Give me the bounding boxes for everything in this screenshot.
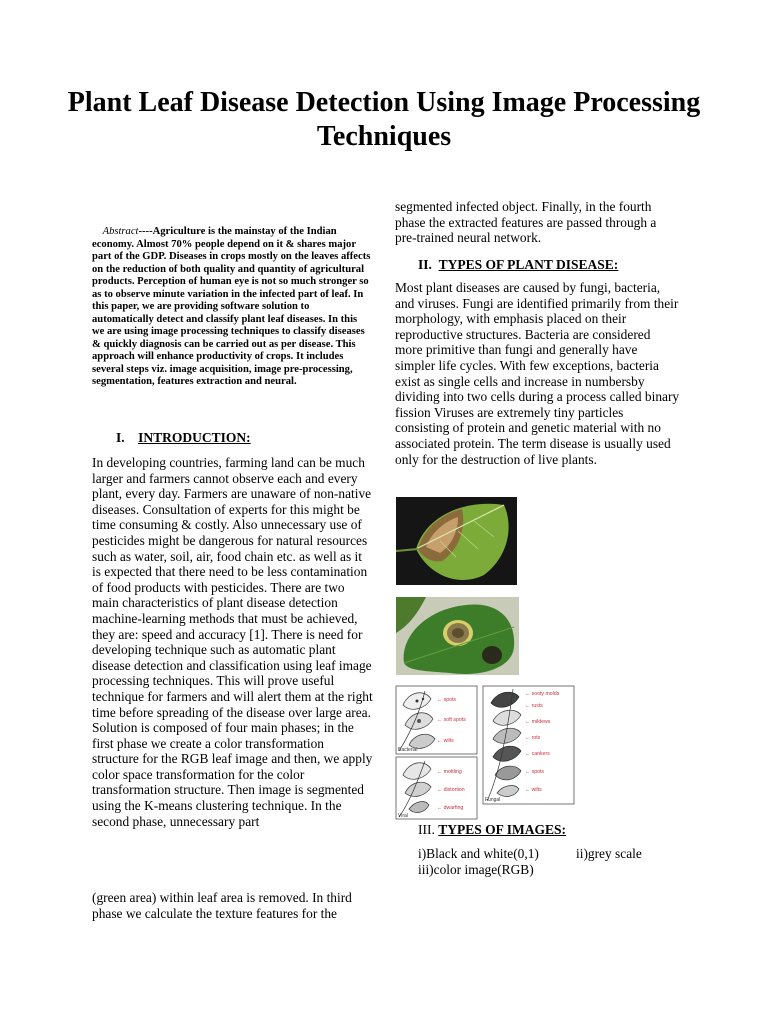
image-types-line-1 xyxy=(418,846,718,862)
abstract-label: Abstract xyxy=(102,226,139,237)
panel-label: Viral xyxy=(398,813,408,819)
images-number: III. xyxy=(418,822,435,837)
plant-disease-number: II. xyxy=(418,257,432,272)
panel-label: Bacterial xyxy=(398,747,418,753)
bacterial-symptom-label: ← soft spots xyxy=(437,717,466,723)
images-title: TYPES OF IMAGES: xyxy=(438,822,567,837)
image-type-color: iii)color image(RGB) xyxy=(418,862,534,877)
bacterial-symptom-label: ← wilts xyxy=(437,738,454,744)
viral-panel xyxy=(396,757,477,819)
image-type-grey: ii)grey scale xyxy=(576,846,642,861)
abstract-text: ----Agriculture is the mainstay of the Indian economy. Almost 70% people depend on it & shares major part of the GDP. Diseases in crops mostly on the leaves affects on the reduction of both quality and quantity of agricultural products. Perception of human eye is not so much stronger so as to observe minute variation in the infected part of leaf. In this paper, we are providing software solution to automatically detect and classify plant leaf diseases. In this we are using image processing techniques to classify diseases & quickly diagnosis can be carried out as per disease. This approach will enhance productivity of crops. It includes several steps viz. image acquisition, image pre-processing, segmentation, features extraction and neural. xyxy=(92,226,371,387)
abstract-paragraph xyxy=(92,226,372,389)
images-heading xyxy=(418,821,566,839)
fungal-symptom-label: ← sooty molds xyxy=(525,691,560,697)
panel-label: Fungal xyxy=(485,797,501,803)
introduction-paragraph: In developing countries, farming land can be much larger and farmers cannot observe each and every plant, every day. Farmers are unaware of non-native diseases. Consultation of experts for this might be time consuming & costly. Also unnecessary use of pesticides might be dangerous for natural resources such as water, soil, air, food chain etc. as well as it is expected that there need to be less contamination of food products with pesticides. There are two main characteristics of plant disease detection machine-learning methods that must be achieved, they are: speed and accuracy [1]. There is need for developing technique such as automatic plant disease detection and classification using leaf image processing techniques. This will prove useful technique for farmers and will alert them at the right time before spreading of the disease over large area. Solution is composed of four main phases; in the first phase we create a color transformation structure for the RGB leaf image and then, we apply color space transformation for the color transformation structure. Then image is segmented using the K-means clustering technique. In the second phase, unnecessary part xyxy=(92,455,373,829)
disease-symptom-diagram xyxy=(395,685,576,820)
plant-disease-heading xyxy=(418,256,618,274)
plant-disease-title: TYPES OF PLANT DISEASE: xyxy=(438,257,619,272)
bacterial-symptom-label: ← spots xyxy=(437,697,457,703)
introduction-number: I. xyxy=(116,430,125,445)
methodology-continuation: segmented infected object. Finally, in the fourth phase the extracted features are passed through a pre-trained neural network. xyxy=(395,199,657,246)
diseased-leaf-photo-1 xyxy=(396,497,517,585)
viral-symptom-label: ← distortion xyxy=(437,787,465,793)
fungal-symptom-label: ← mildews xyxy=(525,719,551,725)
introduction-title: INTRODUCTION: xyxy=(138,430,251,445)
introduction-heading xyxy=(116,429,251,447)
fungal-symptom-label: ← rusts xyxy=(525,703,543,709)
plant-disease-paragraph: Most plant diseases are caused by fungi, bacteria, and viruses. Fungi are identified primarily from their morphology, with emphasis placed on their reproductive structures. Bacteria are considered more primitive than fungi and generally have simpler life cycles. With few exceptions, bacteria exist as single cells and increase in numbersby dividing into two cells during a process called binary fission Viruses are extremely tiny particles consisting of protein and genetic material with no associated protein. The term disease is usually used only for the destruction of live plants. xyxy=(395,280,680,467)
fungal-panel xyxy=(483,686,574,804)
image-type-bw: i)Black and white(0,1) xyxy=(418,846,539,861)
introduction-paragraph-continued: (green area) within leaf area is removed. In third phase we calculate the texture features for the xyxy=(92,890,352,921)
fungal-symptom-label: ← cankers xyxy=(525,751,550,757)
fungal-symptom-label: ← wilts xyxy=(525,787,542,793)
paper-title: Plant Leaf Disease Detection Using Image Processing Techniques xyxy=(67,87,701,152)
diseased-leaf-photo-2 xyxy=(396,597,519,675)
viral-symptom-label: ← dwarfing xyxy=(437,805,464,811)
abstract-block xyxy=(92,226,372,389)
bacterial-panel xyxy=(396,686,477,754)
viral-symptom-label: ← mottling xyxy=(437,769,462,775)
fungal-symptom-label: ← rots xyxy=(525,735,541,741)
fungal-symptom-label: ← spots xyxy=(525,769,545,775)
